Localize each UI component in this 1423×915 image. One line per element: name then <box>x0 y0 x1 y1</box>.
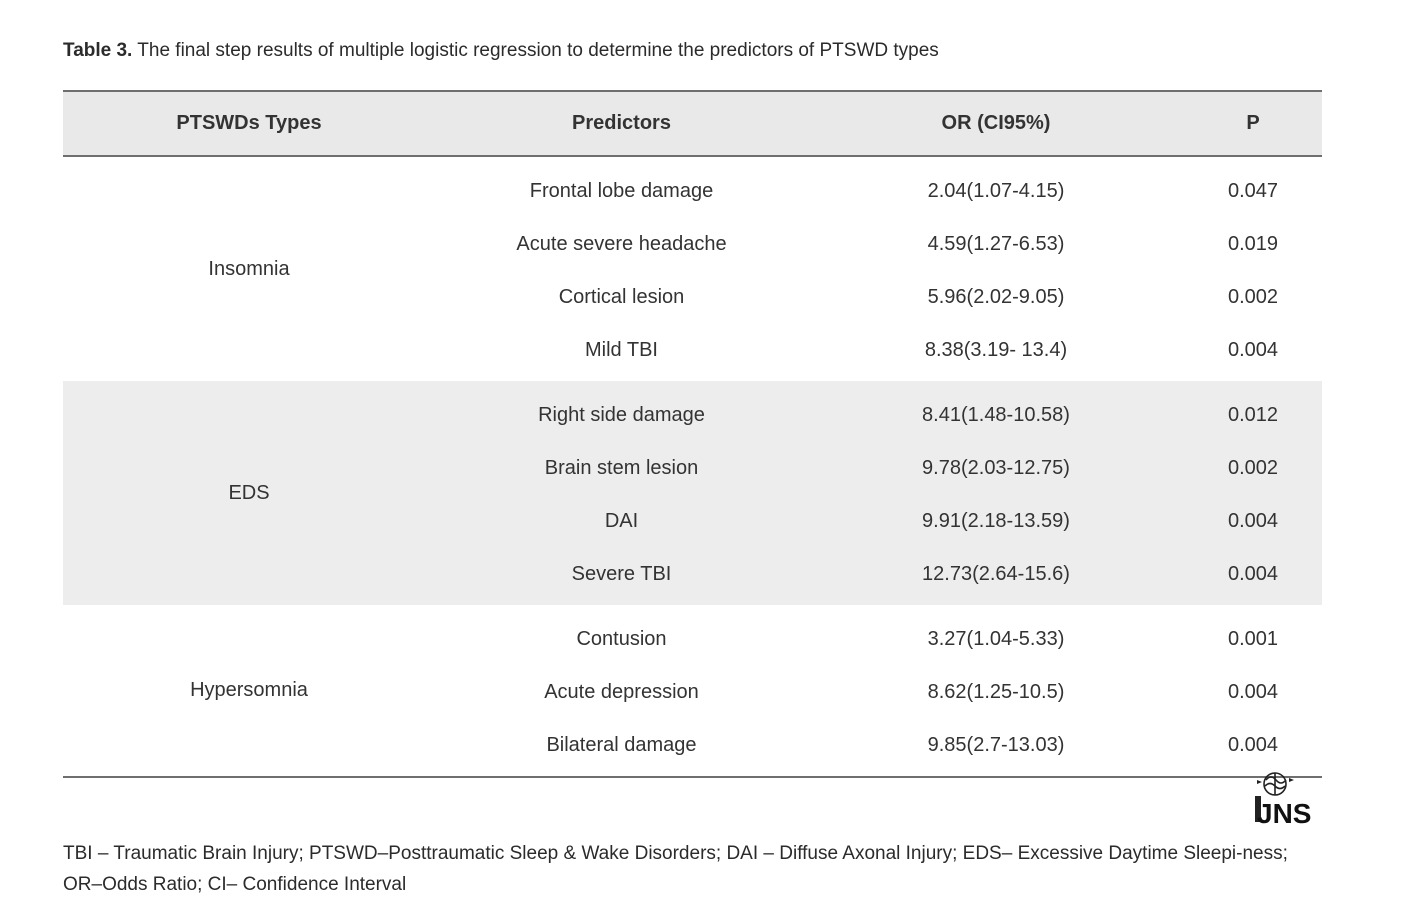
predictor-cell: DAI <box>604 510 639 532</box>
or-cell: 8.41(1.48-10.58) <box>922 404 1070 426</box>
p-cell: 0.012 <box>1227 404 1279 426</box>
table-row <box>435 613 1322 666</box>
table-row <box>435 389 1322 442</box>
p-cell: 0.001 <box>1227 628 1279 650</box>
or-cell: 4.59(1.27-6.53) <box>927 233 1065 255</box>
p-cell: 0.004 <box>1227 681 1279 703</box>
p-cell: 0.002 <box>1227 457 1279 479</box>
p-cell: 0.004 <box>1227 734 1279 756</box>
p-cell: 0.002 <box>1227 286 1279 308</box>
p-cell: 0.004 <box>1227 339 1279 361</box>
or-cell: 3.27(1.04-5.33) <box>927 628 1065 650</box>
group-type-label: EDS <box>228 481 270 504</box>
predictor-cell: Bilateral damage <box>546 734 697 756</box>
table-row <box>435 324 1322 377</box>
table-row <box>435 666 1322 719</box>
group-hypersomnia <box>63 605 1322 776</box>
group-eds <box>63 381 1322 605</box>
table-bottom-rule <box>63 776 1322 778</box>
table-row <box>435 495 1322 548</box>
or-cell: 2.04(1.07-4.15) <box>927 180 1065 202</box>
predictor-cell: Acute severe headache <box>516 233 727 255</box>
or-cell: 5.96(2.02-9.05) <box>927 286 1065 308</box>
header-p: P <box>1246 112 1260 134</box>
or-cell: 9.91(2.18-13.59) <box>922 510 1070 532</box>
predictor-cell: Contusion <box>576 628 667 650</box>
predictor-cell: Severe TBI <box>571 563 672 585</box>
logo-text: JNS <box>1257 798 1312 826</box>
regression-table <box>63 90 1322 778</box>
or-cell: 12.73(2.64-15.6) <box>922 563 1070 585</box>
predictor-cell: Cortical lesion <box>558 286 685 308</box>
or-cell: 9.85(2.7-13.03) <box>927 734 1065 756</box>
table-row <box>435 165 1322 218</box>
table-row <box>435 719 1322 772</box>
header-ptswds-types: PTSWDs Types <box>176 112 322 134</box>
p-cell: 0.004 <box>1227 563 1279 585</box>
group-insomnia <box>63 157 1322 381</box>
predictor-cell: Brain stem lesion <box>544 457 699 479</box>
header-predictors: Predictors <box>572 112 671 134</box>
header-or-ci: OR (CI95%) <box>941 112 1051 134</box>
predictor-cell: Mild TBI <box>585 339 658 361</box>
group-type-label: Insomnia <box>208 257 290 280</box>
or-cell: 9.78(2.03-12.75) <box>922 457 1070 479</box>
table-row <box>435 271 1322 324</box>
table-row <box>435 442 1322 495</box>
caption-lead: Table 3. <box>63 40 133 61</box>
group-type-label: Hypersomnia <box>190 679 308 701</box>
p-cell: 0.004 <box>1227 510 1279 532</box>
or-cell: 8.38(3.19- 13.4) <box>924 339 1068 361</box>
table-header <box>63 92 1322 155</box>
predictor-cell: Acute depression <box>544 681 699 703</box>
caption-text: The final step results of multiple logistic regression to determine the predictors of PTSWD types <box>132 40 939 61</box>
predictor-cell: Frontal lobe damage <box>529 180 714 202</box>
table-row <box>435 218 1322 271</box>
or-cell: 8.62(1.25-10.5) <box>927 681 1065 703</box>
p-cell: 0.019 <box>1227 233 1279 255</box>
predictor-cell: Right side damage <box>538 404 705 426</box>
table-footnote: TBI – Traumatic Brain Injury; PTSWD–Posttraumatic Sleep & Wake Disorders; DAI – Diffuse Axonal Injury; EDS– Excessive Daytime Sleepi-ness; OR–Odds Ratio; CI– Confidence Interval <box>63 843 1288 895</box>
table-row <box>435 548 1322 601</box>
p-cell: 0.047 <box>1227 180 1279 202</box>
table-caption <box>63 40 939 62</box>
journal-logo-icon <box>1253 770 1325 826</box>
